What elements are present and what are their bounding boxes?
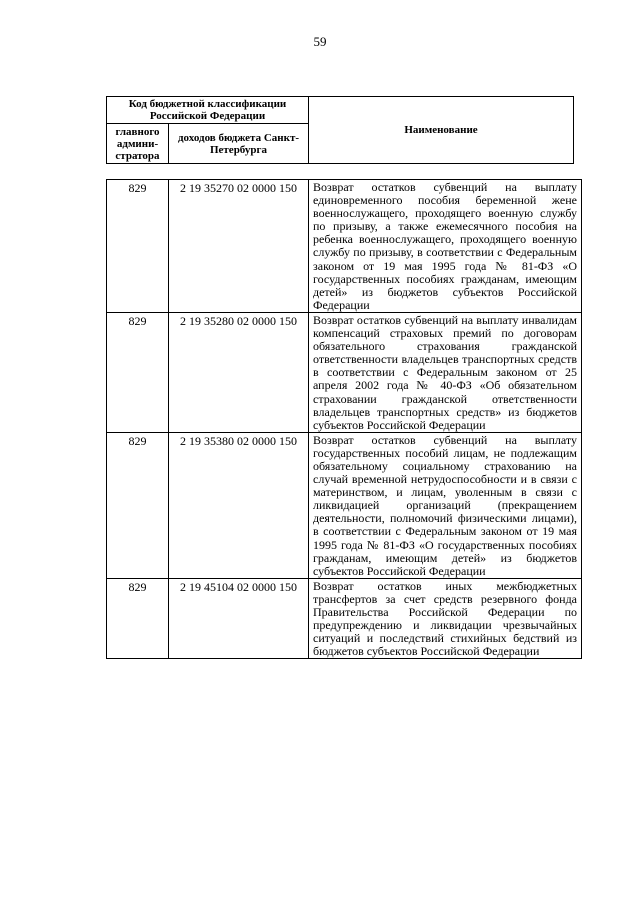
name-cell: Возврат остатков иных межбюджетных трансфертов за счет средств резервного фонда Правительства Российской Федерации по предупреждению и ликвидации чрезвычайных ситуаций и последствий стихийных бедствий из бюджетов субъектов Российской Федерации [309,578,582,659]
header-name-column: Наименование [309,97,574,164]
table-row [107,578,582,659]
header-income-column: доходов бюджета Санкт-Петербурга [169,124,309,164]
name-cell: Возврат остатков субвенций на выплату единовременного пособия беременной жене военнослужащего, проходящего военную службу по призыву, а также ежемесячного пособия на ребенка военнослужащего, проходящего военную службу по призыву, в соответствии с Федеральным законом от 19 мая 1995 года № 81-ФЗ «О государственных пособиях гражданам, имеющим детей» из бюджетов субъектов Российской Федерации [309,180,582,313]
admin-code-cell: 829 [107,180,169,313]
admin-code-cell: 829 [107,312,169,432]
header-admin-column: главного админи-стратора [107,124,169,164]
income-code-cell: 2 19 35280 02 0000 150 [169,312,309,432]
header-group-title: Код бюджетной классификации Российской Федерации [107,97,309,124]
name-cell: Возврат остатков субвенций на выплату инвалидам компенсаций страховых премий по договорам обязательного страхования гражданской ответственности владельцев транспортных средств в соответствии с Федеральным законом от 25 апреля 2002 года № 40-ФЗ «Об обязательном страховании гражданской ответственности владельцев транспортных средств» из бюджетов субъектов Российской Федерации [309,312,582,432]
page-number: 59 [313,34,327,49]
classification-table [106,179,582,659]
table-header [106,96,574,164]
name-cell: Возврат остатков субвенций на выплату государственных пособий лицам, не подлежащим обязательному социальному страхованию на случай временной нетрудоспособности и в связи с материнством, и лицам, уволенным в связи с ликвидацией организаций (прекращением деятельности, полномочий физическими лицами), в соответствии с Федеральным законом от 19 мая 1995 года № 81-ФЗ «О государственных пособиях гражданам, имеющим детей» из бюджетов субъектов Российской Федерации [309,432,582,578]
table-row [107,312,582,432]
income-code-cell: 2 19 35380 02 0000 150 [169,432,309,578]
admin-code-cell: 829 [107,578,169,659]
admin-code-cell: 829 [107,432,169,578]
income-code-cell: 2 19 45104 02 0000 150 [169,578,309,659]
income-code-cell: 2 19 35270 02 0000 150 [169,180,309,313]
table-row [107,180,582,313]
table-row [107,432,582,578]
